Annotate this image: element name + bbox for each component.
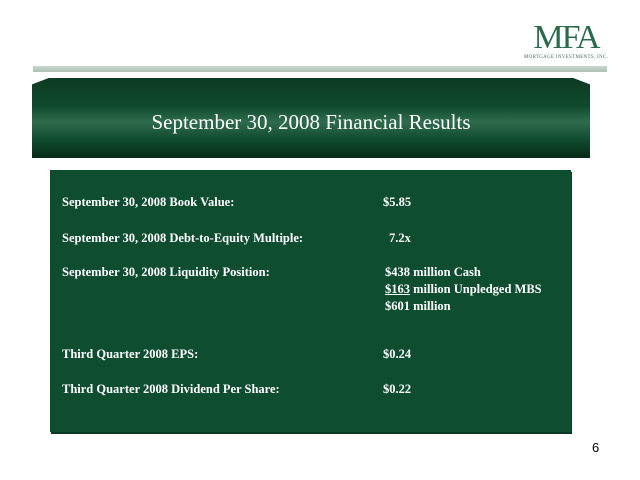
- liquidity-total-amount: $601: [385, 299, 410, 313]
- liquidity-mbs-line: [385, 282, 542, 297]
- debt-to-equity-value: 7.2x: [389, 231, 411, 245]
- debt-to-equity-label: September 30, 2008 Debt-to-Equity Multiple:: [62, 231, 304, 245]
- book-value-label: September 30, 2008 Book Value:: [62, 195, 235, 209]
- book-value-value: $5.85: [383, 195, 412, 209]
- logo-subtitle: MORTGAGE INVESTMENTS, INC.: [523, 55, 609, 60]
- liquidity-label: September 30, 2008 Liquidity Position:: [62, 265, 270, 279]
- liquidity-total-text: million: [410, 299, 451, 313]
- eps-label: Third Quarter 2008 EPS:: [62, 347, 199, 361]
- page-number: 6: [592, 440, 600, 455]
- liquidity-cash-line: [385, 265, 481, 280]
- logo-mark: MFA: [533, 19, 599, 56]
- liquidity-cash-text: million Cash: [410, 265, 481, 279]
- liquidity-total-line: [385, 299, 451, 314]
- liquidity-mbs-amount: $163: [385, 282, 410, 296]
- liquidity-cash-amount: $438: [385, 265, 410, 279]
- dividend-label: Third Quarter 2008 Dividend Per Share:: [62, 382, 280, 396]
- dividend-value: $0.22: [383, 382, 412, 396]
- slide-title: September 30, 2008 Financial Results: [151, 110, 471, 134]
- liquidity-mbs-text: million Unpledged MBS: [410, 282, 542, 296]
- top-divider: [33, 66, 607, 72]
- mfa-logo: [520, 19, 612, 60]
- eps-value: $0.24: [383, 347, 412, 361]
